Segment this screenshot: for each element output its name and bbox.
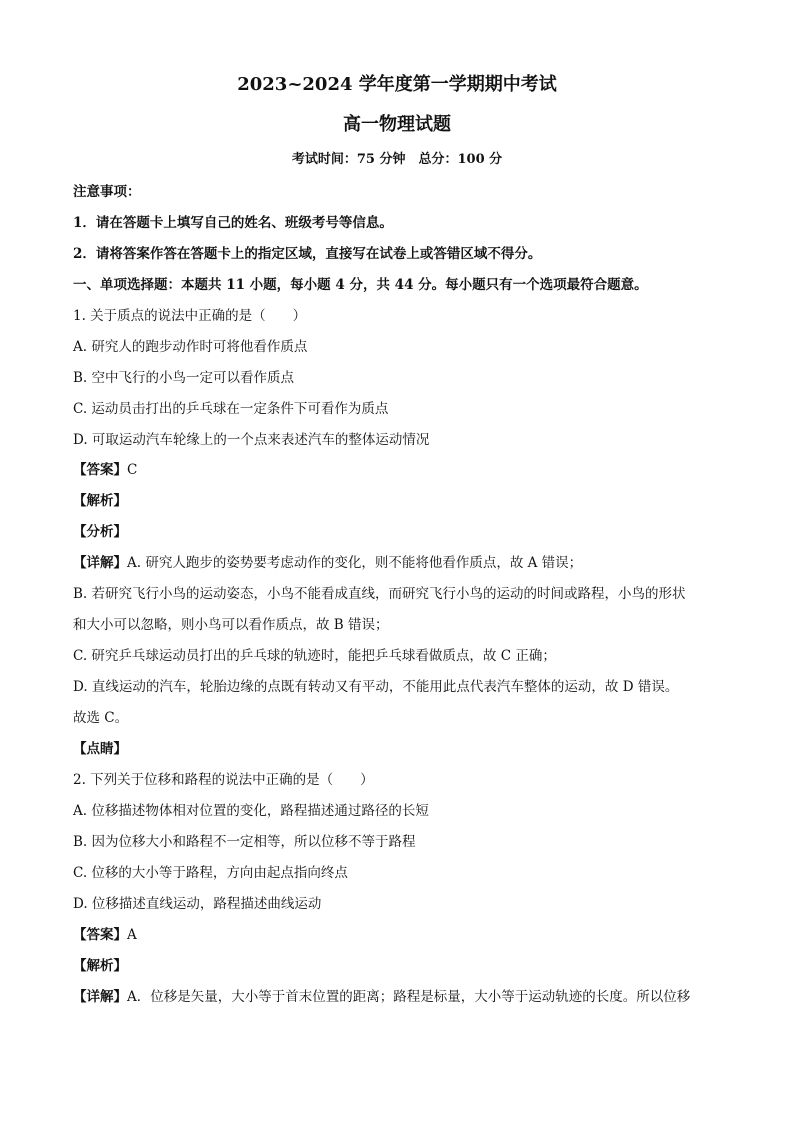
q1-detail-d: D. 直线运动的汽车，轮胎边缘的点既有转动又有平动，不能用此点代表汽车整体的运动，故 D 错误。 <box>73 679 679 695</box>
q1-fenxi-label: 【分析】 <box>73 524 127 540</box>
q1-answer <box>73 460 137 480</box>
q1-option-c: C. 运动员击打出的乒乓球在一定条件下可看作为质点 <box>73 401 389 417</box>
exam-subtitle: 高一物理试题 <box>343 114 451 135</box>
q2-answer <box>73 925 137 945</box>
exam-info: 考试时间：75 分钟 总分：100 分 <box>291 152 503 167</box>
q2-detail-a-text: A．位移是矢量，大小等于首末位置的距离；路程是标量，大小等于运动轨迹的长度。所以位移 <box>127 989 691 1005</box>
q1-option-d: D. 可取运动汽车轮缘上的一个点来表述汽车的整体运动情况 <box>73 432 430 448</box>
q1-detail-b2: 和大小可以忽略，则小鸟可以看作质点，故 B 错误； <box>73 617 389 633</box>
q2-option-d: D. 位移描述直线运动，路程描述曲线运动 <box>73 896 322 912</box>
q2-answer-label: 【答案】 <box>73 927 127 943</box>
exam-title: 2023~2024 学年度第一学期期中考试 <box>237 74 557 95</box>
q2-detail-a <box>73 987 690 1007</box>
q2-detail-label: 【详解】 <box>73 989 127 1005</box>
q1-dianjing-label: 【点睛】 <box>73 741 127 757</box>
q1-detail-c: C. 研究乒乓球运动员打出的乒乓球的轨迹时，能把乒乓球看做质点，故 C 正确； <box>73 648 556 664</box>
q1-conclusion: 故选 C。 <box>73 710 129 726</box>
q2-option-a: A. 位移描述物体相对位置的变化，路程描述通过路径的长短 <box>73 803 429 819</box>
q2-option-c: C. 位移的大小等于路程，方向由起点指向终点 <box>73 865 348 881</box>
q1-detail-label: 【详解】 <box>73 555 127 571</box>
notes-heading: 注意事项： <box>73 184 141 200</box>
q1-option-a: A. 研究人的跑步动作时可将他看作质点 <box>73 339 308 355</box>
notes-item-2: 2．请将答案作答在答题卡上的指定区域，直接写在试卷上或答错区域不得分。 <box>73 246 542 262</box>
q2-answer-value: A <box>127 927 137 943</box>
q2-stem: 2. 下列关于位移和路程的说法中正确的是（ ） <box>73 772 374 788</box>
q1-stem: 1. 关于质点的说法中正确的是（ ） <box>73 308 307 324</box>
section-1-heading: 一、单项选择题：本题共 11 小题，每小题 4 分，共 44 分。每小题只有一个选项最符合题意。 <box>73 277 648 293</box>
q2-analysis-label: 【解析】 <box>73 958 127 974</box>
q1-option-b: B. 空中飞行的小鸟一定可以看作质点 <box>73 370 295 386</box>
q1-detail-b1: B. 若研究飞行小鸟的运动姿态，小鸟不能看成直线，而研究飞行小鸟的运动的时间或路程，小鸟的形状 <box>73 586 686 602</box>
q1-answer-label: 【答案】 <box>73 462 127 478</box>
q2-option-b: B. 因为位移大小和路程不一定相等，所以位移不等于路程 <box>73 834 416 850</box>
q1-detail-a-text: A. 研究人跑步的姿势要考虑动作的变化，则不能将他看作质点，故 A 错误； <box>127 555 583 571</box>
q1-analysis-label: 【解析】 <box>73 493 127 509</box>
notes-item-1: 1．请在答题卡上填写自己的姓名、班级考号等信息。 <box>73 215 393 231</box>
q1-answer-value: C <box>127 462 138 478</box>
q1-detail-a <box>73 553 582 573</box>
